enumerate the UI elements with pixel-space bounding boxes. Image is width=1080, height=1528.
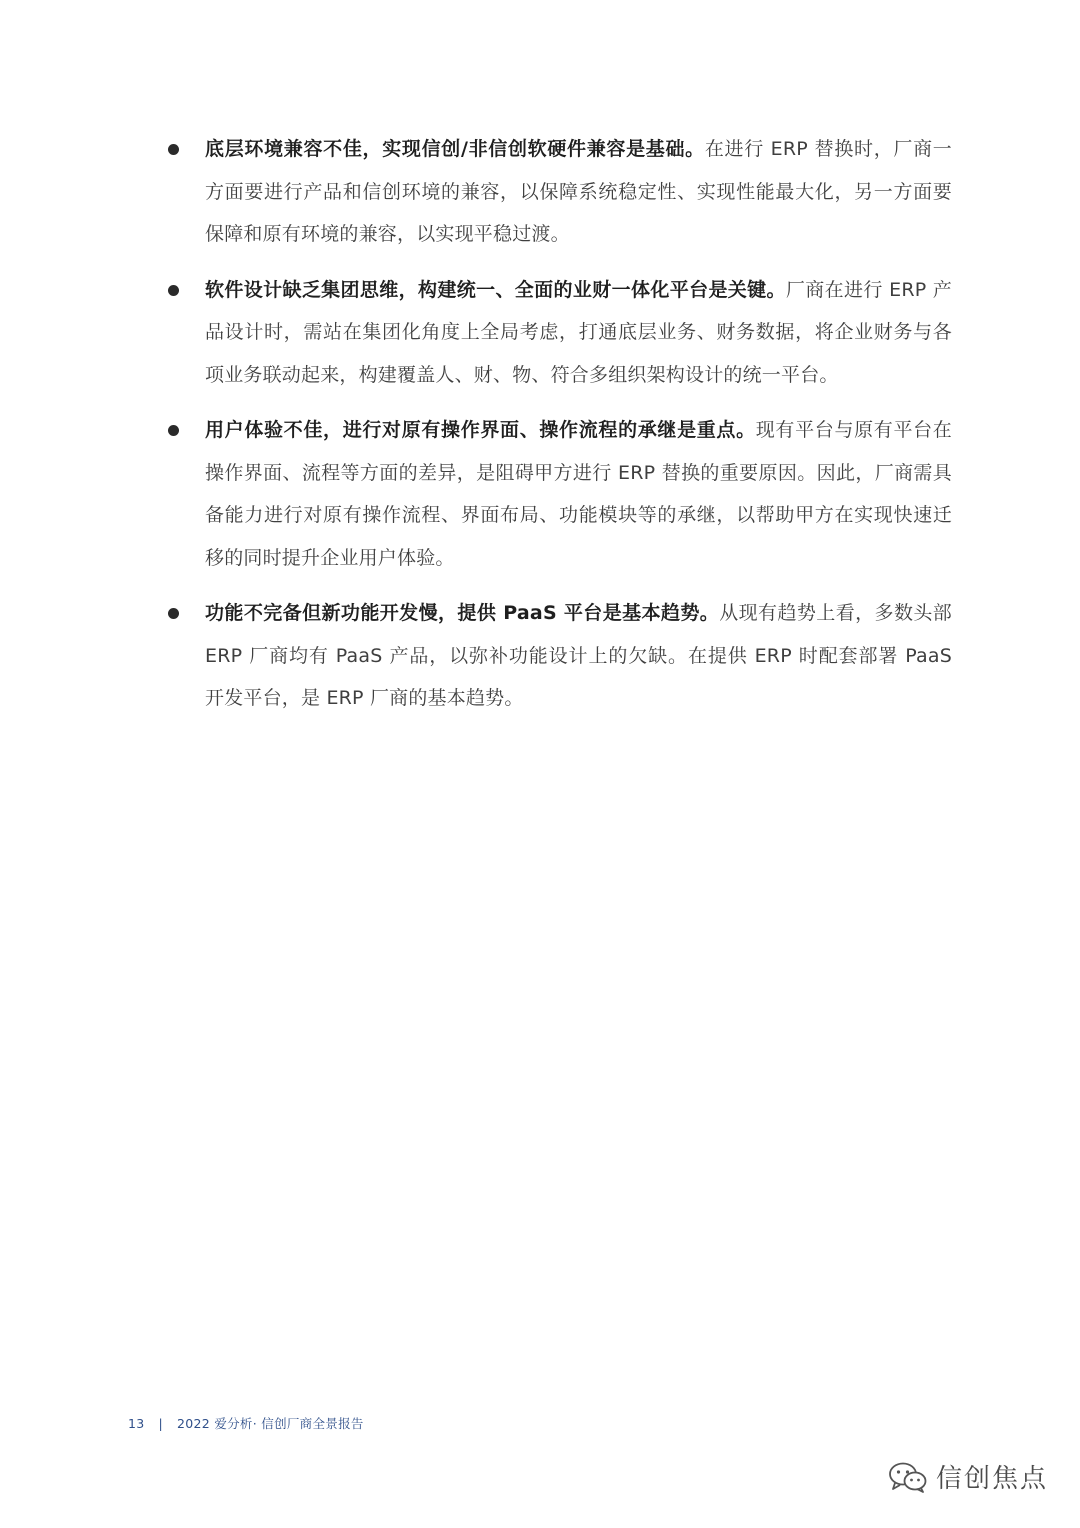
bullet-lead: 用户体验不佳，进行对原有操作界面、操作流程的承继是重点。 [205, 419, 756, 441]
bullet-body: 在进行 ERP 替换时，厂商一方面要进行产品和信创环境的兼容，以保障系统稳定性、实现性能最大化，另一方面要保障和原有环境的兼容，以实现平稳过渡。 [205, 138, 952, 245]
watermark [888, 1458, 1048, 1495]
main-content [168, 128, 952, 733]
bullet-item-4 [168, 592, 952, 720]
bullet-body: 现有平台与原有平台在操作界面、流程等方面的差异，是阻碍甲方进行 ERP 替换的重要原因。因此，厂商需具备能力进行对原有操作流程、界面布局、功能模块等的承继，以帮助甲方在实现快速迁移的同时提升企业用户体验。 [205, 419, 952, 569]
watermark-text: 信创焦点 [935, 1464, 1048, 1494]
report-title: 2022 爱分析· 信创厂商全景报告 [177, 1416, 364, 1431]
bullet-dot-icon [168, 144, 179, 155]
bullet-item-3 [168, 409, 952, 579]
bullet-item-2 [168, 269, 952, 397]
bullet-lead: 软件设计缺乏集团思维，构建统一、全面的业财一体化平台是关键。 [205, 278, 786, 301]
bullet-dot-icon [168, 285, 179, 296]
footer-separator: | [158, 1415, 164, 1431]
bullet-body: 厂商在进行 ERP 产品设计时，需站在集团化角度上全局考虑，打通底层业务、财务数据，将企业财务与各项业务联动起来，构建覆盖人、财、物、符合多组织架构设计的统一平台。 [205, 278, 952, 386]
bullet-item-1 [168, 128, 952, 256]
bullet-lead: 功能不完备但新功能开发慢，提供 PaaS 平台是基本趋势。 [205, 602, 720, 624]
bullet-dot-icon [168, 425, 179, 436]
bullet-dot-icon [168, 608, 179, 619]
bullet-lead: 底层环境兼容不佳，实现信创/非信创软硬件兼容是基础。 [205, 138, 705, 160]
bullet-body: 从现有趋势上看，多数头部 ERP 厂商均有 PaaS 产品，以弥补功能设计上的欠缺。在提供 ERP 时配套部署 PaaS 开发平台，是 ERP 厂商的基本趋势。 [205, 602, 952, 709]
page-number: 13 [128, 1415, 145, 1431]
page-footer [128, 1414, 364, 1432]
wechat-icon [888, 1461, 928, 1493]
